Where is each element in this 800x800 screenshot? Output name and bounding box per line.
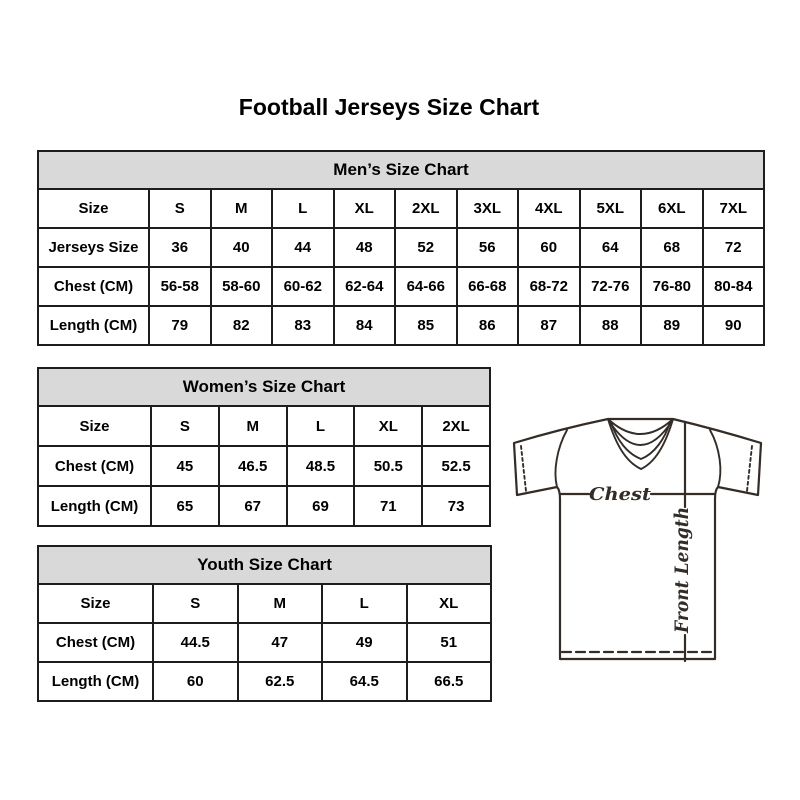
value-cell: 47 xyxy=(238,623,323,662)
value-cell: 44 xyxy=(272,228,334,267)
table-row xyxy=(38,306,764,345)
jersey-measurement-diagram xyxy=(505,403,770,668)
row-label-cell: Chest (CM) xyxy=(38,267,149,306)
table-row xyxy=(38,406,490,446)
value-cell: 2XL xyxy=(395,189,457,228)
value-cell: L xyxy=(287,406,355,446)
youth-size-table xyxy=(37,545,492,702)
value-cell: 49 xyxy=(322,623,407,662)
youth-table-body xyxy=(38,584,491,701)
value-cell: 86 xyxy=(457,306,519,345)
table-row xyxy=(38,662,491,701)
value-cell: 5XL xyxy=(580,189,642,228)
value-cell: L xyxy=(322,584,407,623)
value-cell: 45 xyxy=(151,446,219,486)
mens-table-title: Men’s Size Chart xyxy=(38,151,764,189)
table-title-row xyxy=(38,546,491,584)
chest-label: Chest xyxy=(589,484,652,505)
value-cell: M xyxy=(238,584,323,623)
value-cell: 62-64 xyxy=(334,267,396,306)
row-label-cell: Length (CM) xyxy=(38,306,149,345)
value-cell: 40 xyxy=(211,228,273,267)
value-cell: 72 xyxy=(703,228,765,267)
row-label-cell: Chest (CM) xyxy=(38,446,151,486)
value-cell: 6XL xyxy=(641,189,703,228)
value-cell: 60 xyxy=(518,228,580,267)
value-cell: 85 xyxy=(395,306,457,345)
value-cell: 52.5 xyxy=(422,446,490,486)
value-cell: 72-76 xyxy=(580,267,642,306)
value-cell: 64 xyxy=(580,228,642,267)
row-label-cell: Length (CM) xyxy=(38,662,153,701)
row-label-cell: Length (CM) xyxy=(38,486,151,526)
value-cell: 76-80 xyxy=(641,267,703,306)
womens-table-title: Women’s Size Chart xyxy=(38,368,490,406)
table-row xyxy=(38,189,764,228)
value-cell: 87 xyxy=(518,306,580,345)
table-title-row xyxy=(38,368,490,406)
value-cell: 56-58 xyxy=(149,267,211,306)
value-cell: S xyxy=(153,584,238,623)
value-cell: M xyxy=(211,189,273,228)
row-label-cell: Size xyxy=(38,406,151,446)
row-label-cell: Size xyxy=(38,584,153,623)
value-cell: S xyxy=(151,406,219,446)
value-cell: 62.5 xyxy=(238,662,323,701)
value-cell: 80-84 xyxy=(703,267,765,306)
value-cell: 83 xyxy=(272,306,334,345)
table-row xyxy=(38,267,764,306)
womens-table-body xyxy=(38,406,490,526)
value-cell: 68-72 xyxy=(518,267,580,306)
mens-table-body xyxy=(38,189,764,345)
row-label-cell: Jerseys Size xyxy=(38,228,149,267)
value-cell: 66.5 xyxy=(407,662,492,701)
row-label-cell: Chest (CM) xyxy=(38,623,153,662)
value-cell: 64-66 xyxy=(395,267,457,306)
value-cell: XL xyxy=(354,406,422,446)
value-cell: 90 xyxy=(703,306,765,345)
value-cell: 64.5 xyxy=(322,662,407,701)
value-cell: 50.5 xyxy=(354,446,422,486)
value-cell: 69 xyxy=(287,486,355,526)
row-label-cell: Size xyxy=(38,189,149,228)
value-cell: M xyxy=(219,406,287,446)
value-cell: 89 xyxy=(641,306,703,345)
value-cell: 60 xyxy=(153,662,238,701)
value-cell: 67 xyxy=(219,486,287,526)
value-cell: S xyxy=(149,189,211,228)
value-cell: 2XL xyxy=(422,406,490,446)
front-length-label: Front Length xyxy=(671,492,693,633)
value-cell: 58-60 xyxy=(211,267,273,306)
value-cell: XL xyxy=(407,584,492,623)
jersey-outline-icon xyxy=(514,419,761,659)
value-cell: 56 xyxy=(457,228,519,267)
value-cell: XL xyxy=(334,189,396,228)
value-cell: 60-62 xyxy=(272,267,334,306)
value-cell: 48.5 xyxy=(287,446,355,486)
value-cell: 88 xyxy=(580,306,642,345)
table-row xyxy=(38,623,491,662)
value-cell: 3XL xyxy=(457,189,519,228)
value-cell: 73 xyxy=(422,486,490,526)
womens-size-table xyxy=(37,367,491,527)
value-cell: 48 xyxy=(334,228,396,267)
value-cell: 71 xyxy=(354,486,422,526)
value-cell: 82 xyxy=(211,306,273,345)
mens-size-table xyxy=(37,150,765,346)
value-cell: 52 xyxy=(395,228,457,267)
value-cell: 65 xyxy=(151,486,219,526)
value-cell: 36 xyxy=(149,228,211,267)
table-row xyxy=(38,228,764,267)
value-cell: 51 xyxy=(407,623,492,662)
value-cell: 46.5 xyxy=(219,446,287,486)
youth-table-title: Youth Size Chart xyxy=(38,546,491,584)
value-cell: 66-68 xyxy=(457,267,519,306)
table-title-row xyxy=(38,151,764,189)
value-cell: 68 xyxy=(641,228,703,267)
value-cell: 4XL xyxy=(518,189,580,228)
value-cell: 84 xyxy=(334,306,396,345)
table-row xyxy=(38,584,491,623)
table-row xyxy=(38,446,490,486)
page-title: Football Jerseys Size Chart xyxy=(238,94,540,120)
value-cell: L xyxy=(272,189,334,228)
value-cell: 44.5 xyxy=(153,623,238,662)
value-cell: 7XL xyxy=(703,189,765,228)
value-cell: 79 xyxy=(149,306,211,345)
table-row xyxy=(38,486,490,526)
